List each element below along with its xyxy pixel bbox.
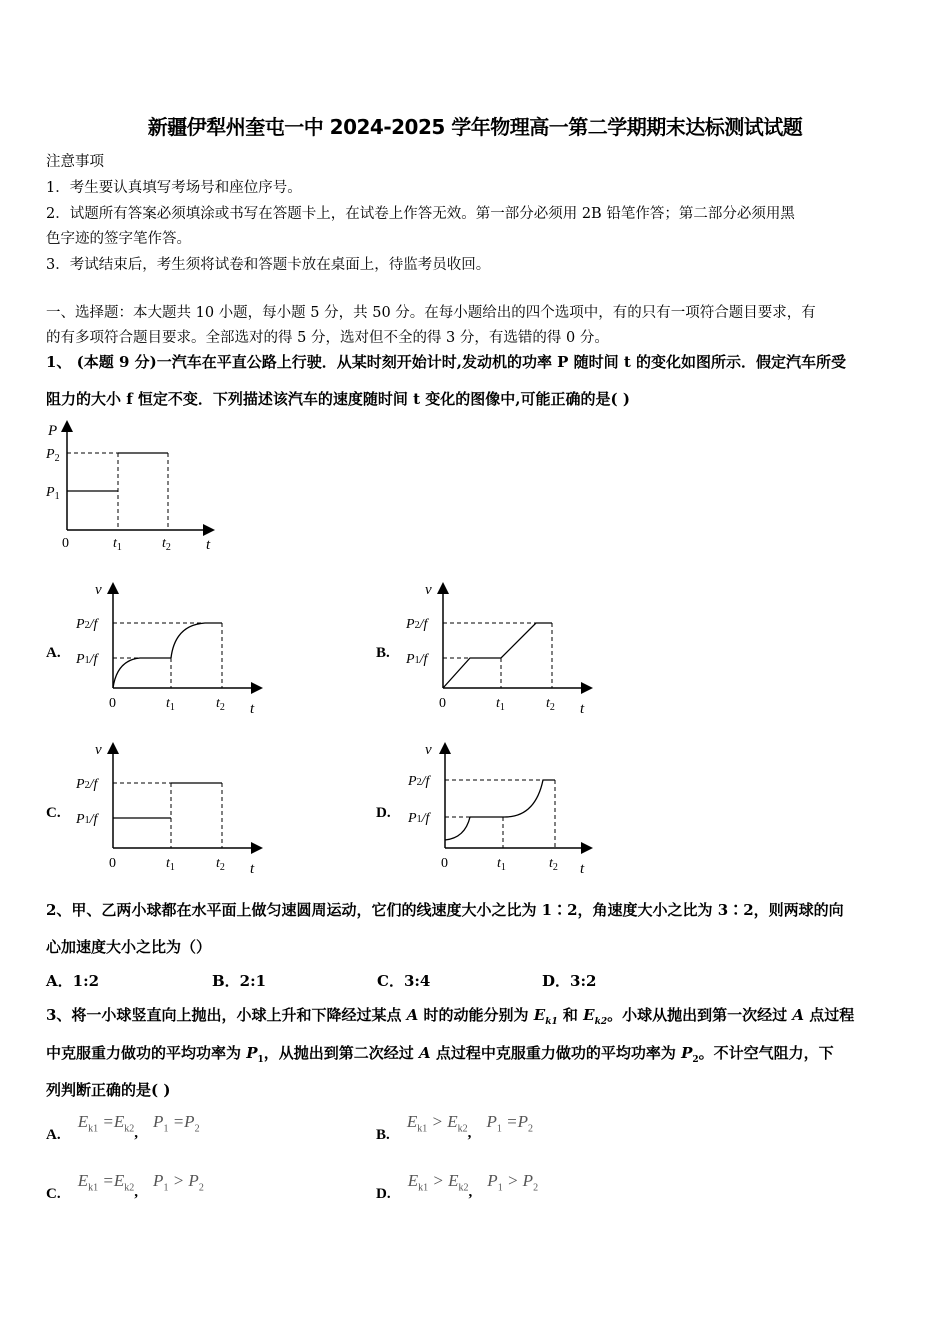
- section-intro-line2: 的有多项符合题目要求。全部选对的得 5 分，选对但不全的得 3 分，有选错的得 0 分。: [46, 330, 609, 346]
- q3-option-a[interactable]: A. $E_{k1} =E_{k2}$, $P_1 =P_2$: [46, 1112, 200, 1143]
- q1-option-c-label[interactable]: C.: [46, 805, 61, 821]
- svg-text:t2: $t_2$: [216, 696, 225, 713]
- svg-text:t: t: [250, 861, 255, 877]
- q2-stem-line1: 2、甲、乙两小球都在水平面上做匀速圆周运动，它们的线速度大小之比为 1∶2，角速度大小之比为 3∶2，则两球的向: [46, 901, 844, 919]
- svg-text:0: 0: [109, 856, 116, 871]
- q1-option-d-label[interactable]: D.: [376, 805, 391, 821]
- svg-text:t: t: [250, 701, 255, 717]
- svg-text:t: t: [580, 701, 585, 717]
- q1-option-c-graph[interactable]: [75, 740, 270, 880]
- svg-text:t2: $t_2$: [546, 696, 555, 713]
- svg-text:P2/f: P2/f: [406, 617, 428, 632]
- svg-text:P1/f: P1/f: [406, 652, 428, 667]
- q2-option-c[interactable]: C．3:4: [377, 972, 431, 990]
- q2-stem-line2: 心加速度大小之比为（）: [46, 938, 212, 956]
- q3-stem-line2: 中克服重力做功的平均功率为 $P_1$，从抛出到第二次经过 A 点过程中克服重力做功的平均功率为 $P_2$。不计空气阻力，下: [46, 1044, 834, 1065]
- q1-option-b-graph[interactable]: [405, 580, 600, 720]
- q1-option-a-graph[interactable]: [75, 580, 270, 720]
- svg-text:0: 0: [439, 696, 446, 711]
- svg-text:t1: $t_1$: [496, 696, 505, 713]
- svg-text:0: 0: [62, 536, 69, 551]
- q3-option-d[interactable]: D. $E_{k1} > E_{k2}$, $P_1 > P_2$: [376, 1171, 539, 1202]
- svg-text:t1: $t_1$: [166, 856, 175, 873]
- svg-text:t: t: [206, 537, 211, 553]
- q3-stem-line1: 3、将一小球竖直向上抛出，小球上升和下降经过某点 A 时的动能分别为 $E_{k1}$ 和 $E_{k2}$。小球从抛出到第一次经过 A 点过程: [46, 1006, 855, 1027]
- q1-stem-line1: 1、 (本题 9 分)一汽车在平直公路上行驶．从某时刻开始计时,发动机的功率 P 随时间 t 的变化如图所示．假定汽车所受: [46, 353, 847, 371]
- svg-text:v: v: [425, 742, 432, 758]
- svg-text:t1: $t_1$: [113, 536, 122, 553]
- svg-text:t2: $t_2$: [216, 856, 225, 873]
- q2-option-d[interactable]: D．3:2: [542, 972, 597, 990]
- svg-text:P2/f: P2/f: [408, 774, 430, 789]
- svg-text:0: 0: [441, 856, 448, 871]
- q2-option-a[interactable]: A．1:2: [46, 972, 100, 990]
- section-intro-line1: 一、选择题：本大题共 10 小题，每小题 5 分，共 50 分。在每小题给出的四个选项中，有的只有一项符合题目要求，有: [46, 305, 816, 321]
- q1-option-d-graph[interactable]: [405, 740, 600, 880]
- svg-text:t1: $t_1$: [166, 696, 175, 713]
- q3-option-c[interactable]: C. $E_{k1} =E_{k2}$, $P_1 > P_2$: [46, 1171, 204, 1202]
- notice-item-2: 2．试题所有答案必须填涂或书写在答题卡上，在试卷上作答无效。第一部分必须用 2B 铅笔作答；第二部分必须用黑: [46, 206, 795, 222]
- q1-power-time-figure: [40, 415, 230, 555]
- q1-option-a-label[interactable]: A.: [46, 645, 61, 661]
- svg-text:P1: $P_1$: [46, 485, 60, 502]
- svg-text:P1/f: P1/f: [408, 811, 430, 826]
- q3-option-b[interactable]: B. $E_{k1} > E_{k2}$, $P_1 =P_2$: [376, 1112, 533, 1143]
- q3-stem-line3: 列判断正确的是( ): [46, 1081, 171, 1099]
- notice-item-3: 3．考试结束后，考生须将试卷和答题卡放在桌面上，待监考员收回。: [46, 257, 491, 273]
- svg-text:P2/f: P2/f: [76, 777, 98, 792]
- page-title: 新疆伊犁州奎屯一中 2024-2025 学年物理高一第二学期期末达标测试试题: [147, 115, 803, 139]
- svg-text:v: v: [95, 742, 102, 758]
- q2-option-b[interactable]: B．2:1: [212, 972, 267, 990]
- svg-text:t2: $t_2$: [162, 536, 171, 553]
- notice-item-2-cont: 色字迹的签字笔作答。: [46, 231, 191, 247]
- svg-text:P1/f: P1/f: [76, 812, 98, 827]
- svg-text:t1: $t_1$: [497, 856, 506, 873]
- svg-text:v: v: [425, 582, 432, 598]
- svg-text:P1/f: P1/f: [76, 652, 98, 667]
- svg-text:P2: $P_2$: [46, 447, 60, 464]
- notice-heading: 注意事项: [46, 154, 104, 170]
- svg-text:t: t: [580, 861, 585, 877]
- svg-text:P2/f: P2/f: [76, 617, 98, 632]
- notice-item-1: 1．考生要认真填写考场号和座位序号。: [46, 180, 302, 196]
- svg-text:0: 0: [109, 696, 116, 711]
- svg-text:v: v: [95, 582, 102, 598]
- q1-stem-line2: 阻力的大小 f 恒定不变．下列描述该汽车的速度随时间 t 变化的图像中,可能正确的是( ): [46, 390, 630, 408]
- q1-option-b-label[interactable]: B.: [376, 645, 390, 661]
- y-axis-label: P: [48, 423, 58, 439]
- svg-text:t2: $t_2$: [549, 856, 558, 873]
